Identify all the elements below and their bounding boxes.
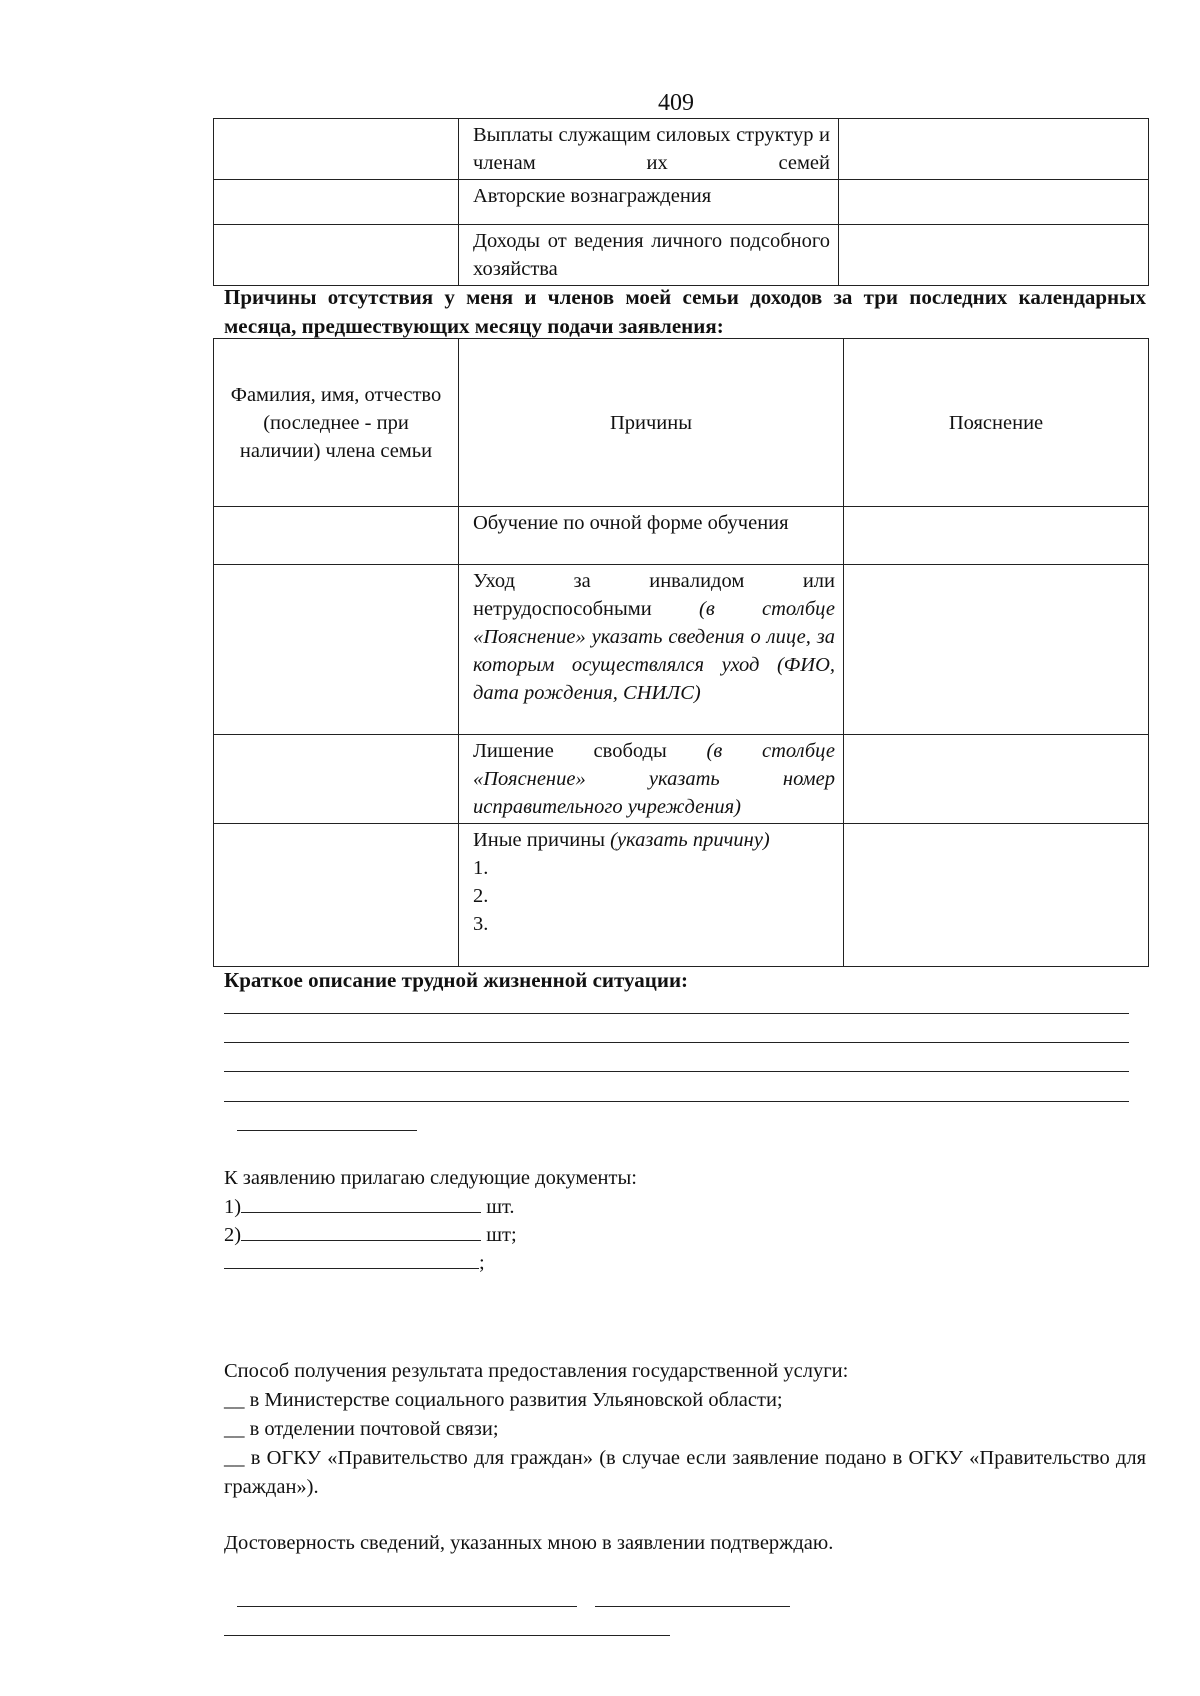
table-row	[214, 180, 1149, 225]
table-row	[214, 735, 1149, 824]
confirmation-text: Достоверность сведений, указанных мною в заявлении подтверждаю.	[224, 1532, 834, 1554]
income-label-royalties: Авторские вознаграждения	[459, 180, 839, 225]
list-item: 1.	[473, 857, 489, 879]
table-row	[214, 565, 1149, 735]
table-header-row	[214, 339, 1149, 507]
blank-line	[224, 1071, 1129, 1072]
table-row	[214, 119, 1149, 180]
signature-line	[224, 1635, 670, 1636]
blank-line	[224, 1248, 479, 1269]
document-item-2	[224, 1220, 517, 1249]
table-cell	[844, 824, 1149, 967]
reason-imprisonment-main: Лишение свободы	[473, 740, 667, 762]
table-cell	[214, 119, 459, 180]
blank-line	[224, 1101, 1129, 1102]
delivery-section	[224, 1357, 1146, 1502]
reason-care-note: (в столбце «Пояснение» указать сведения о лице, за которым осуществлялся уход (ФИО, дата рождения, СНИЛС)	[473, 598, 835, 704]
list-item: 3.	[473, 913, 489, 935]
table-cell	[844, 507, 1149, 565]
table-row	[214, 507, 1149, 565]
blank-line	[224, 1042, 1129, 1043]
delivery-option-post: __ в отделении почтовой связи;	[224, 1418, 499, 1440]
delivery-intro: Способ получения результата предоставления государственной услуги:	[224, 1360, 849, 1382]
delivery-option-ogku: __ в ОГКУ «Правительство для граждан» (в случае если заявление подано в ОГКУ «Правительство для граждан»).	[224, 1447, 1146, 1498]
table-cell	[214, 735, 459, 824]
table-cell	[839, 180, 1149, 225]
table-cell	[839, 225, 1149, 286]
table-cell	[844, 735, 1149, 824]
delivery-option-ministry: __ в Министерстве социального развития Ульяновской области;	[224, 1389, 783, 1411]
reason-other-note: (указать причину)	[610, 829, 770, 851]
document-item-end: ;	[479, 1252, 485, 1274]
header-explanation: Пояснение	[844, 339, 1149, 507]
income-label-security-payments: Выплаты служащим силовых структур и членам их семей	[459, 119, 839, 180]
table-cell	[839, 119, 1149, 180]
list-item: 2.	[473, 885, 489, 907]
situation-heading: Краткое описание трудной жизненной ситуации:	[224, 968, 689, 992]
table-cell	[214, 507, 459, 565]
reason-imprisonment	[459, 735, 844, 824]
reason-care	[459, 565, 844, 735]
signature-line	[595, 1606, 790, 1607]
reason-care-main: Уход за инвалидом или нетрудоспособными	[473, 570, 835, 620]
page-number: 409	[658, 90, 694, 116]
reasons-table	[213, 338, 1149, 967]
reasons-heading: Причины отсутствия у меня и членов моей семьи доходов за три последних календарных месяца, предшествующих месяцу подачи заявления:	[224, 285, 1146, 338]
document-item-3	[224, 1248, 485, 1277]
document-item-unit: шт.	[486, 1196, 515, 1218]
blank-line	[241, 1220, 481, 1241]
documents-intro: К заявлению прилагаю следующие документы:	[224, 1167, 637, 1189]
income-label-household: Доходы от ведения личного подсобного хозяйства	[459, 225, 839, 286]
reason-other	[459, 824, 844, 967]
signature-line	[237, 1606, 577, 1607]
header-family-member: Фамилия, имя, отчество (последнее - при наличии) члена семьи	[214, 339, 459, 507]
document-item-unit: шт;	[486, 1224, 517, 1246]
table-cell	[214, 225, 459, 286]
table-cell	[214, 824, 459, 967]
blank-line	[237, 1130, 417, 1131]
document-item-number: 2)	[224, 1224, 242, 1246]
table-row	[214, 824, 1149, 967]
table-cell	[214, 565, 459, 735]
reason-study: Обучение по очной форме обучения	[459, 507, 844, 565]
table-row	[214, 225, 1149, 286]
reason-other-main: Иные причины	[473, 829, 605, 851]
table-cell	[844, 565, 1149, 735]
blank-line	[241, 1192, 481, 1213]
table-cell	[214, 180, 459, 225]
income-table	[213, 118, 1149, 286]
reason-imprisonment-note: (в столбце «Пояснение» указать номер исправительного учреждения)	[473, 740, 836, 818]
document-item-1	[224, 1192, 515, 1221]
document-item-number: 1)	[224, 1196, 242, 1218]
blank-line	[224, 1013, 1129, 1014]
header-reasons: Причины	[459, 339, 844, 507]
